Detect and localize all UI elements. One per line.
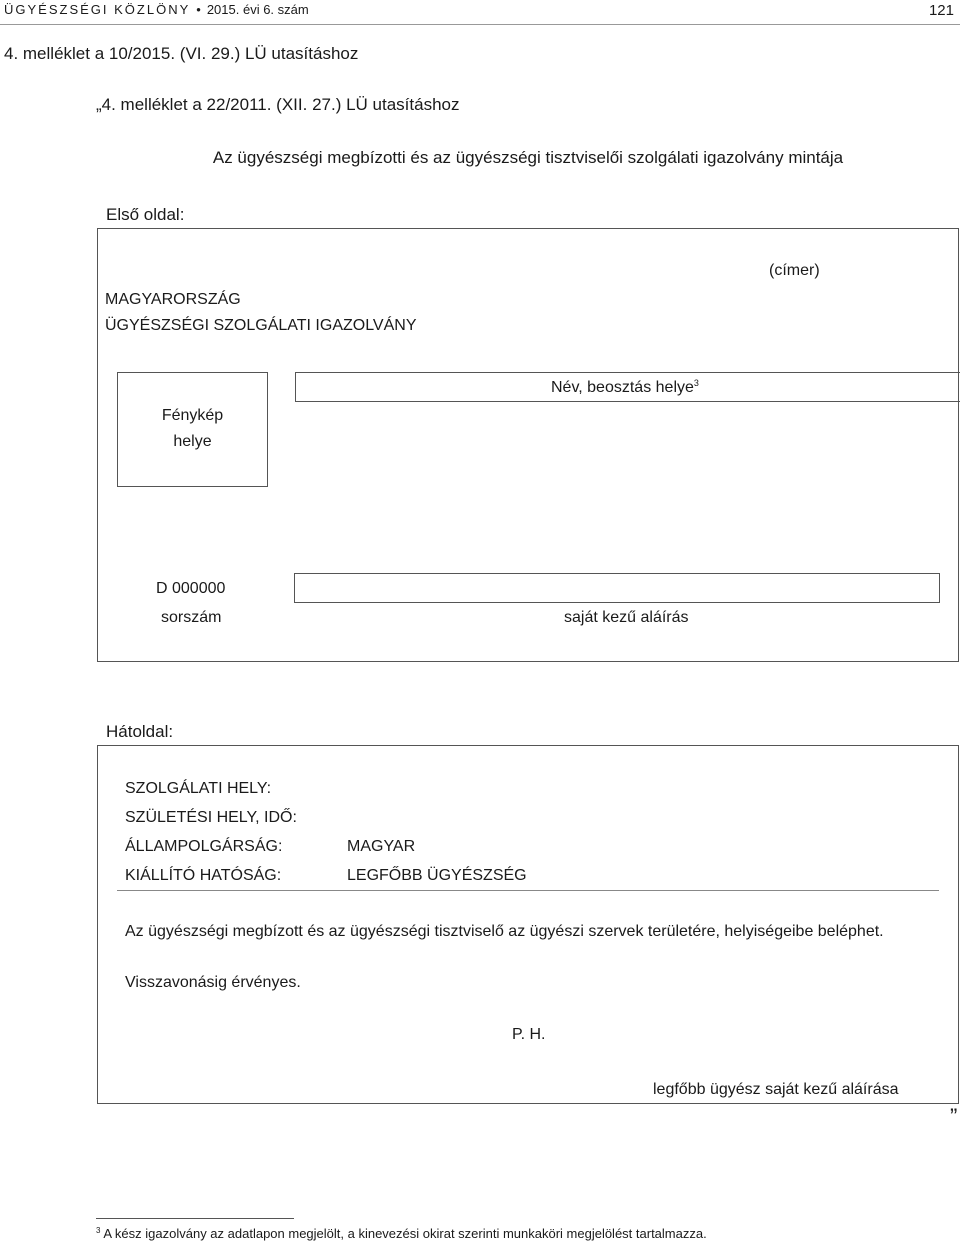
- footnote: [96, 1226, 707, 1241]
- access-statement: Az ügyészségi megbízott és az ügyészségi tisztviselő az ügyészi szervek területére, helyiségeibe beléphet.: [125, 923, 884, 940]
- name-field-text: Név, beosztás helye: [551, 379, 694, 396]
- coat-of-arms-placeholder: (címer): [769, 262, 820, 279]
- service-place-label: SZOLGÁLATI HELY:: [125, 780, 272, 797]
- journal-name: ÜGYÉSZSÉGI KÖZLÖNY: [4, 2, 191, 17]
- country-name: MAGYARORSZÁG: [105, 291, 241, 308]
- photo-label-line2: helye: [173, 433, 212, 450]
- validity-text: Visszavonásig érvényes.: [125, 974, 301, 991]
- issuing-authority-value: LEGFŐBB ÜGYÉSZSÉG: [347, 867, 527, 884]
- citizenship-label: ÁLLAMPOLGÁRSÁG:: [125, 838, 283, 855]
- footnote-text: A kész igazolvány az adatlapon megjelölt, a kinevezési okirat szerinti munkaköri megjelölést tartalmazza.: [103, 1226, 707, 1241]
- photo-label-line1: Fénykép: [161, 407, 224, 424]
- back-divider: [117, 890, 939, 891]
- card-type: ÜGYÉSZSÉGI SZOLGÁLATI IGAZOLVÁNY: [105, 317, 417, 334]
- annex-subtitle: „4. melléklet a 22/2011. (XII. 27.) LÜ utasításhoz: [96, 95, 460, 114]
- seal-placeholder: P. H.: [512, 1026, 546, 1043]
- document-title: Az ügyészségi megbízotti és az ügyészségi tisztviselői szolgálati igazolvány mintája: [212, 148, 844, 167]
- issue-number: 2015. évi 6. szám: [206, 2, 309, 17]
- bullet-separator: •: [196, 2, 201, 17]
- front-side-label: Első oldal:: [106, 205, 185, 224]
- journal-header: [4, 2, 309, 17]
- header-divider: [0, 24, 960, 25]
- serial-number: D 000000: [156, 580, 226, 597]
- annex-title: 4. melléklet a 10/2015. (VI. 29.) LÜ utasításhoz: [4, 44, 359, 63]
- chief-prosecutor-signature-label: legfőbb ügyész saját kezű aláírása: [653, 1081, 899, 1098]
- footnote-reference: 3: [693, 378, 699, 388]
- back-side-label: Hátoldal:: [106, 722, 174, 741]
- name-field-label: [551, 378, 699, 397]
- issuing-authority-label: KIÁLLÍTÓ HATÓSÁG:: [125, 867, 282, 884]
- footnote-divider: [96, 1218, 294, 1219]
- closing-quote: ”: [950, 1104, 958, 1129]
- birth-place-date-label: SZÜLETÉSI HELY, IDŐ:: [125, 809, 297, 826]
- signature-box: [294, 573, 940, 603]
- page-number: 121: [928, 2, 954, 19]
- serial-label: sorszám: [161, 609, 222, 626]
- photo-box: [117, 372, 268, 487]
- citizenship-value: MAGYAR: [347, 838, 416, 855]
- footnote-marker: 3: [96, 1226, 101, 1235]
- signature-label: saját kezű aláírás: [564, 609, 689, 626]
